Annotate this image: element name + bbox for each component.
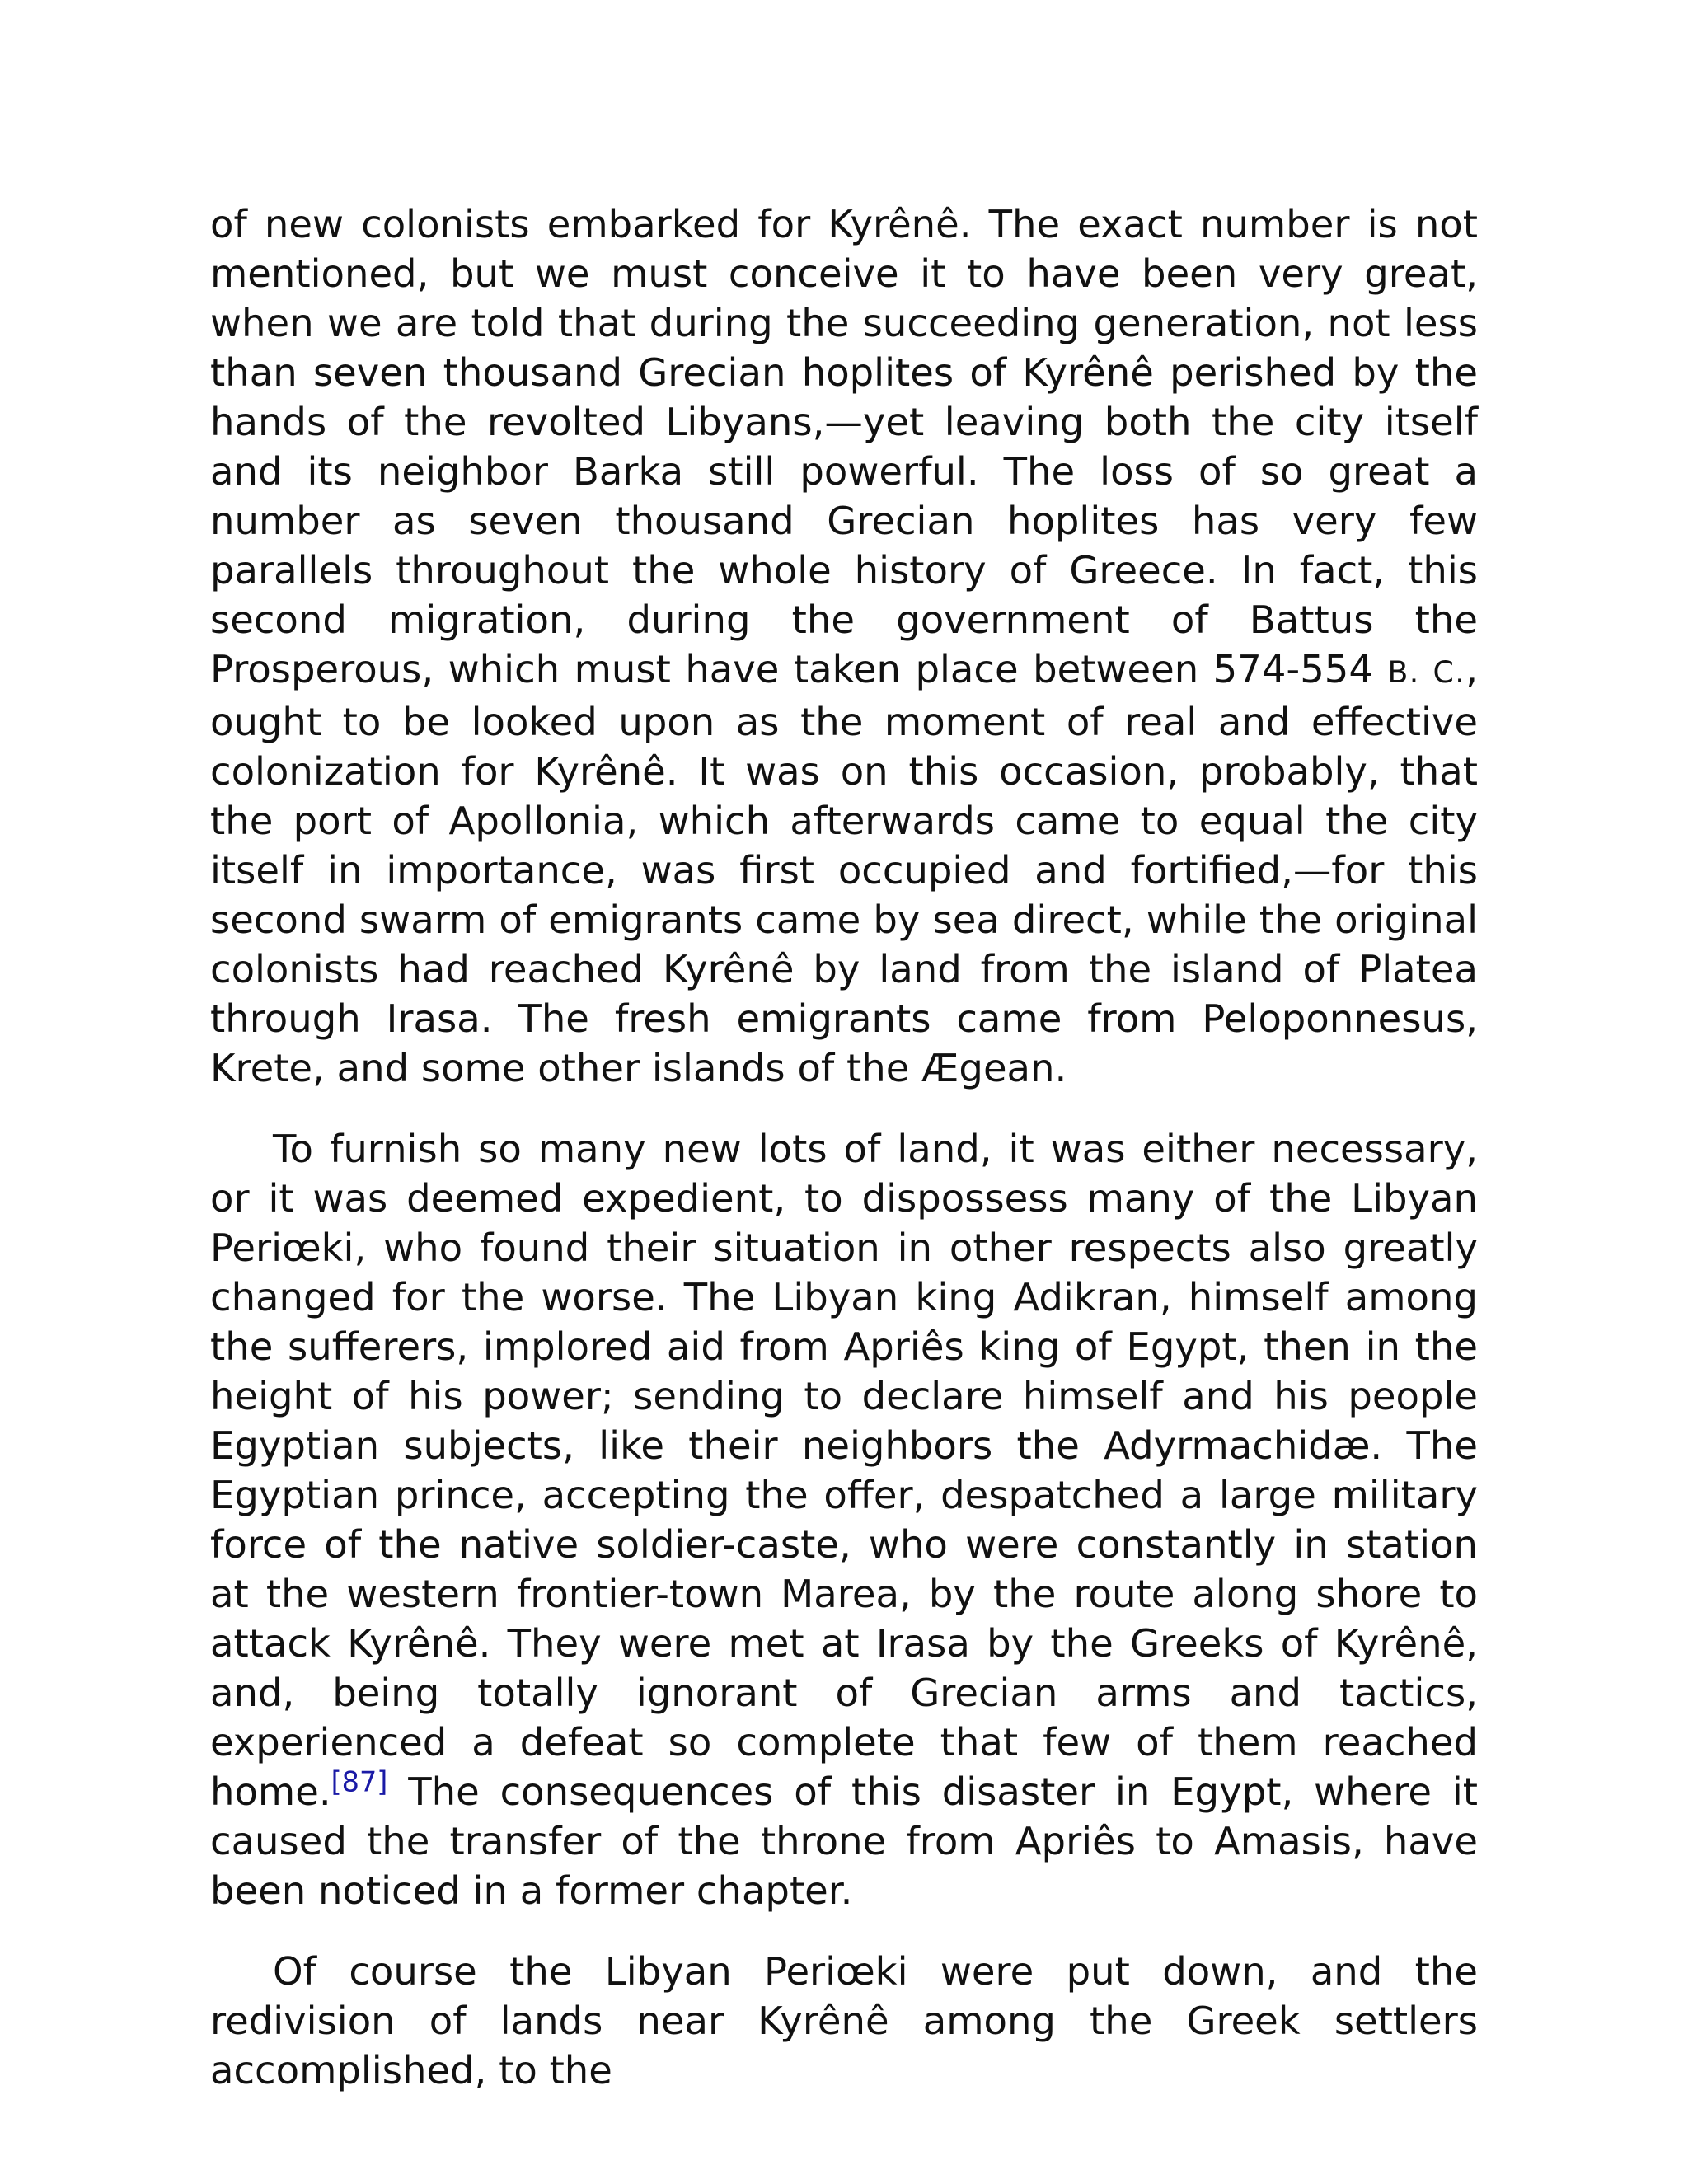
paragraph-1-text-a: of new colonists embarked for Kyrênê. The exact number is not mentioned, but we must conceive it to have been very great, when we are told that during the succeeding generation, not less than seven thousand Grecian hoplites of Kyrênê perished by the hands of the revolted Libyans,—yet leaving both the city itself and its neighbor Barka still powerful. The loss of so great a number as seven thousand Grecian hoplites has very few parallels throughout the whole history of Greece. In fact, this second migration, during the government of Battus the Prosperous, which must have taken place between 574-554 [210,202,1478,691]
paragraph-3 [210,1947,1478,2095]
footnote-link-87[interactable]: [87] [331,1765,388,1798]
era-abbreviation: B. C. [1387,654,1466,690]
document-page [210,199,1478,2095]
paragraph-2-text-b: The consequences of this disaster in Egypt, where it caused the transfer of the throne from Apriês to Amasis, have been noticed in a former chapter. [210,1769,1478,1913]
paragraph-1 [210,199,1478,1093]
paragraph-1-text-b: , ought to be looked upon as the moment of real and effective colonization for Kyrênê. It was on this occasion, probably, that the port of Apollonia, which afterwards came to equal the city itself in importance, was first occupied and fortified,—for this second swarm of emigrants came by sea direct, while the original colonists had reached Kyrênê by land from the island of Platea through Irasa. The fresh emigrants came from Peloponnesus, Krete, and some other islands of the Ægean. [210,647,1478,1090]
paragraph-2-text-a: To furnish so many new lots of land, it was either necessary, or it was deemed expedient, to dispossess many of the Libyan Periœki, who found their situation in other respects also greatly changed for the worse. The Libyan king Adikran, himself among the sufferers, implored aid from Apriês king of Egypt, then in the height of his power; sending to declare himself and his people Egyptian subjects, like their neighbors the Adyrmachidæ. The Egyptian prince, accepting the offer, despatched a large military force of the native soldier-caste, who were constantly in station at the western frontier-town Marea, by the route along shore to attack Kyrênê. They were met at Irasa by the Greeks of Kyrênê, and, being totally ignorant of Grecian arms and tactics, experienced a defeat so complete that few of them reached home. [210,1127,1478,1814]
paragraph-2 [210,1124,1478,1915]
paragraph-3-text: Of course the Libyan Periœki were put down, and the redivision of lands near Kyrênê among the Greek settlers accomplished, to the [210,1949,1478,2093]
